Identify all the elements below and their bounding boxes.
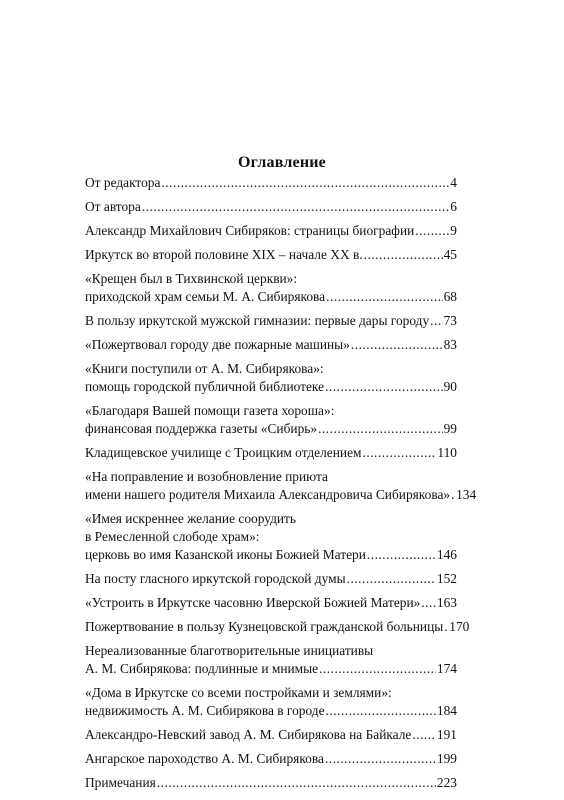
toc-entry-line: [85, 336, 457, 354]
toc-entry: [85, 270, 457, 306]
toc-entry: [85, 222, 457, 240]
toc-entry-line: [85, 270, 457, 288]
toc-entry-line: [85, 750, 457, 768]
toc-entry: [85, 336, 457, 354]
toc-entry: [85, 750, 457, 768]
toc-entry: [85, 312, 457, 330]
toc-entry: [85, 198, 457, 216]
toc-leader-dots: [412, 726, 436, 744]
toc-entry-text: в Ремесленной слободе храм»:: [85, 529, 260, 544]
toc-leader-dots: [161, 174, 449, 192]
toc-leader-dots: [367, 546, 436, 564]
toc-entry-text: имени нашего родителя Михаила Александровича Сибирякова»: [85, 487, 451, 502]
toc-entry-text: недвижимость А. М. Сибирякова в городе: [85, 703, 325, 718]
toc-entry-text: Примечания: [85, 775, 156, 790]
toc-page-number: 99: [443, 421, 457, 436]
toc-entry: [85, 510, 457, 564]
toc-leader-dots: [319, 660, 436, 678]
toc-entry: [85, 642, 457, 678]
toc-page-number: 134: [456, 487, 477, 502]
toc-entry-line: [85, 486, 477, 504]
toc-entry-line: [85, 360, 457, 378]
toc-entry-line: [85, 444, 457, 462]
toc-page-number: 9: [450, 223, 457, 238]
toc-leader-dots: [363, 444, 437, 462]
toc-entry-text: «На поправление и возобновление приюта: [85, 469, 328, 484]
toc-entry: [85, 774, 457, 792]
toc-entry-text: «Крещен был в Тихвинской церкви»:: [85, 271, 298, 286]
toc-entry-text: Ангарское пароходство А. М. Сибирякова: [85, 751, 324, 766]
toc-entry-text: А. М. Сибирякова: подлинные и мнимые: [85, 661, 319, 676]
toc-entry-text: помощь городской публичной библиотеке: [85, 379, 325, 394]
toc-entry-text: «Пожертвовал городу две пожарные машины»: [85, 337, 350, 352]
toc-leader-dots: [326, 288, 442, 306]
toc-entry-text: От автора: [85, 199, 141, 214]
toc-entry-line: [85, 420, 457, 438]
toc-entry-line: [85, 684, 457, 702]
toc-entry-text: Иркутск во второй половине XIX – начале XX в.: [85, 247, 363, 262]
toc-page-number: 170: [449, 619, 470, 634]
toc-entry: [85, 594, 457, 612]
toc-entry: [85, 174, 457, 192]
toc-leader-dots: [451, 486, 455, 504]
toc-page-number: 163: [436, 595, 457, 610]
toc-entry: [85, 570, 457, 588]
toc-entry-line: [85, 774, 457, 792]
toc-page-number: 174: [436, 661, 457, 676]
toc-page-number: 6: [450, 199, 457, 214]
toc-entry-text: «Устроить в Иркутске часовню Иверской Божией Матери»: [85, 595, 421, 610]
toc-entry-text: Пожертвование в пользу Кузнецовской гражданской больницы: [85, 619, 444, 634]
toc-page-number: 152: [436, 571, 457, 586]
toc-entry-text: финансовая поддержка газеты «Сибирь»: [85, 421, 318, 436]
toc-page-number: 45: [443, 247, 457, 262]
toc-entry-line: [85, 198, 457, 216]
toc-entry: [85, 684, 457, 720]
toc-entry-text: «Благодаря Вашей помощи газета хороша»:: [85, 403, 335, 418]
toc-page-number: 4: [450, 175, 457, 190]
toc-entry-line: [85, 570, 457, 588]
toc-entry: [85, 246, 457, 264]
toc-entry-text: На посту гласного иркутской городской думы: [85, 571, 346, 586]
toc-leader-dots: [326, 702, 436, 720]
toc-entry-text: Александро-Невский завод А. М. Сибирякова на Байкале: [85, 727, 412, 742]
toc-entry-line: [85, 702, 457, 720]
toc-entry-line: [85, 468, 457, 486]
toc-leader-dots: [364, 246, 443, 264]
toc-entry-text: Александр Михайлович Сибиряков: страницы биографии: [85, 223, 415, 238]
toc-entry-line: [85, 594, 457, 612]
toc-leader-dots: [421, 594, 436, 612]
toc-leader-dots: [351, 336, 443, 354]
toc-entry-line: [85, 510, 457, 528]
toc-entry-text: Нереализованные благотворительные инициативы: [85, 643, 374, 658]
toc-page-number: 110: [437, 445, 457, 460]
table-of-contents: [85, 174, 477, 798]
toc-page-number: 223: [436, 775, 457, 790]
toc-entry-line: [85, 402, 457, 420]
toc-page-number: 90: [443, 379, 457, 394]
toc-leader-dots: [325, 378, 443, 396]
toc-entry-text: От редактора: [85, 175, 161, 190]
toc-page-number: 68: [443, 289, 457, 304]
toc-entry: [85, 468, 477, 504]
toc-entry-text: «Книги поступили от А. М. Сибирякова»:: [85, 361, 324, 376]
toc-leader-dots: [430, 312, 442, 330]
toc-page-number: 191: [436, 727, 457, 742]
toc-entry-line: [85, 726, 457, 744]
toc-entry-line: [85, 174, 457, 192]
toc-entry-line: [85, 222, 457, 240]
toc-entry-line: [85, 378, 457, 396]
toc-entry-text: приходской храм семьи М. А. Сибирякова: [85, 289, 326, 304]
toc-entry-line: [85, 618, 470, 636]
toc-entry-text: «Имея искреннее желание соорудить: [85, 511, 297, 526]
toc-page-number: 146: [436, 547, 457, 562]
toc-title: Оглавление: [238, 154, 326, 171]
toc-page-number: 184: [436, 703, 457, 718]
toc-entry-line: [85, 246, 457, 264]
toc-entry: [85, 618, 470, 636]
toc-leader-dots: [142, 198, 449, 216]
toc-entry: [85, 726, 457, 744]
toc-leader-dots: [415, 222, 449, 240]
toc-entry-line: [85, 312, 457, 330]
toc-leader-dots: [347, 570, 436, 588]
toc-entry-line: [85, 288, 457, 306]
toc-page-number: 73: [443, 313, 457, 328]
toc-page-number: 199: [436, 751, 457, 766]
toc-entry-line: [85, 642, 457, 660]
toc-entry-line: [85, 546, 457, 564]
toc-entry: [85, 444, 457, 462]
toc-leader-dots: [318, 420, 443, 438]
toc-leader-dots: [157, 774, 436, 792]
toc-entry: [85, 402, 457, 438]
toc-entry-text: В пользу иркутской мужской гимназии: первые дары городу: [85, 313, 430, 328]
toc-leader-dots: [444, 618, 448, 636]
toc-entry-line: [85, 528, 457, 546]
toc-entry-text: Кладищевское училище с Троицким отделением: [85, 445, 362, 460]
toc-entry-text: «Дома в Иркутске со всеми постройками и землями»:: [85, 685, 392, 700]
toc-leader-dots: [325, 750, 436, 768]
toc-entry-line: [85, 660, 457, 678]
toc-entry-text: церковь во имя Казанской иконы Божией Матери: [85, 547, 366, 562]
toc-page-number: 83: [443, 337, 457, 352]
toc-entry: [85, 360, 457, 396]
